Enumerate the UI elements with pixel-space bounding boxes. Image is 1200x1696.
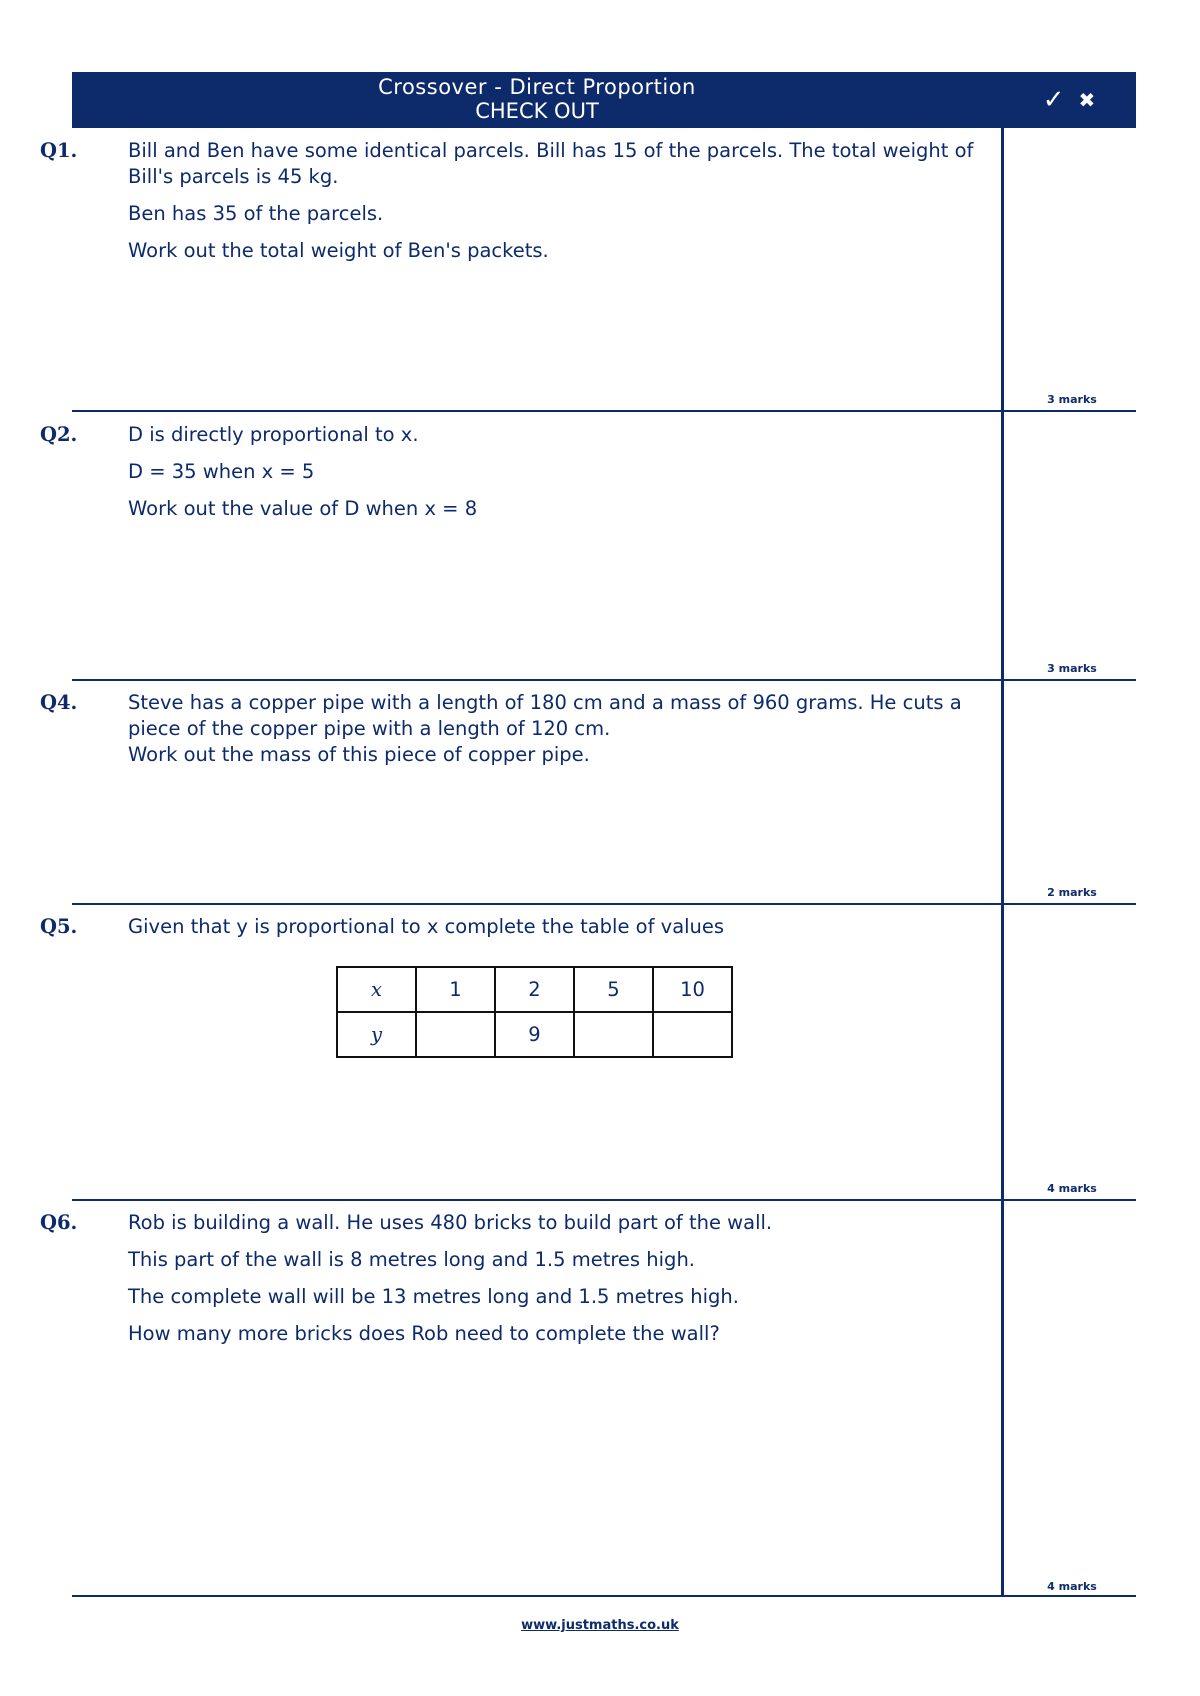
question-paragraph: Work out the total weight of Ben's packets. bbox=[128, 239, 549, 262]
marks-label: 2 marks bbox=[1047, 886, 1097, 899]
question-paragraph: Work out the value of D when x = 8 bbox=[128, 497, 478, 520]
question-2 bbox=[40, 412, 1136, 680]
table-header-x: x bbox=[337, 967, 416, 1012]
marks-label: 4 marks bbox=[1047, 1580, 1097, 1593]
table-row bbox=[337, 1012, 732, 1057]
question-paragraph: Q5. Given that y is proportional to x complete the table of values bbox=[40, 915, 725, 938]
question-paragraph: Work out the mass of this piece of copper pipe. bbox=[128, 743, 590, 766]
question-number: Q6. bbox=[40, 1211, 78, 1234]
worksheet-header bbox=[72, 72, 1136, 128]
tick-icon: ✓ bbox=[1042, 85, 1065, 115]
question-4 bbox=[40, 680, 1136, 904]
table-cell: 5 bbox=[574, 967, 653, 1012]
question-6 bbox=[40, 1200, 1136, 1598]
question-divider bbox=[72, 1595, 1136, 1597]
question-6-text bbox=[40, 1210, 992, 1358]
question-paragraph: The complete wall will be 13 metres long and 1.5 metres high. bbox=[128, 1285, 739, 1308]
marking-icons bbox=[1002, 72, 1136, 128]
question-paragraph: Q2. D is directly proportional to x. bbox=[40, 423, 419, 446]
question-paragraph: Ben has 35 of the parcels. bbox=[128, 202, 384, 225]
table-row bbox=[337, 967, 732, 1012]
question-4-text bbox=[40, 690, 992, 779]
footer bbox=[0, 1618, 1200, 1633]
question-number: Q2. bbox=[40, 423, 78, 446]
table-cell: 10 bbox=[653, 967, 732, 1012]
question-paragraph: Q4. Steve has a copper pipe with a length of 180 cm and a mass of 960 grams. He cuts a piece of the copper pipe with a length of 120 cm. bbox=[40, 691, 962, 740]
cross-icon: ✖ bbox=[1078, 88, 1096, 112]
website-link[interactable]: www.justmaths.co.uk bbox=[521, 1618, 679, 1633]
question-1 bbox=[40, 128, 1136, 412]
table-cell: 9 bbox=[495, 1012, 574, 1057]
question-paragraph: How many more bricks does Rob need to complete the wall? bbox=[128, 1322, 720, 1345]
table-cell: 1 bbox=[416, 967, 495, 1012]
table-cell: 2 bbox=[495, 967, 574, 1012]
question-number: Q5. bbox=[40, 915, 78, 938]
question-paragraph: D = 35 when x = 5 bbox=[128, 460, 315, 483]
marks-label: 3 marks bbox=[1047, 662, 1097, 675]
question-5-text bbox=[40, 914, 992, 951]
question-5 bbox=[40, 904, 1136, 1200]
worksheet-subtitle: CHECK OUT bbox=[475, 99, 599, 123]
worksheet-title: Crossover - Direct Proportion bbox=[378, 75, 696, 99]
question-paragraph: Q6. Rob is building a wall. He uses 480 bricks to build part of the wall. bbox=[40, 1211, 773, 1234]
question-number: Q1. bbox=[40, 139, 78, 162]
question-1-text bbox=[40, 138, 992, 275]
question-2-text bbox=[40, 422, 992, 533]
marks-label: 3 marks bbox=[1047, 393, 1097, 406]
question-paragraph: Q1. Bill and Ben have some identical parcels. Bill has 15 of the parcels. The total weight of Bill's parcels is 45 kg. bbox=[40, 139, 974, 188]
title-block bbox=[72, 72, 1002, 128]
table-cell-answer[interactable] bbox=[653, 1012, 732, 1057]
marks-label: 4 marks bbox=[1047, 1182, 1097, 1195]
values-table bbox=[336, 966, 733, 1058]
table-cell-answer[interactable] bbox=[574, 1012, 653, 1057]
question-number: Q4. bbox=[40, 691, 78, 714]
question-paragraph: This part of the wall is 8 metres long and 1.5 metres high. bbox=[128, 1248, 695, 1271]
table-header-y: y bbox=[337, 1012, 416, 1057]
table-cell-answer[interactable] bbox=[416, 1012, 495, 1057]
